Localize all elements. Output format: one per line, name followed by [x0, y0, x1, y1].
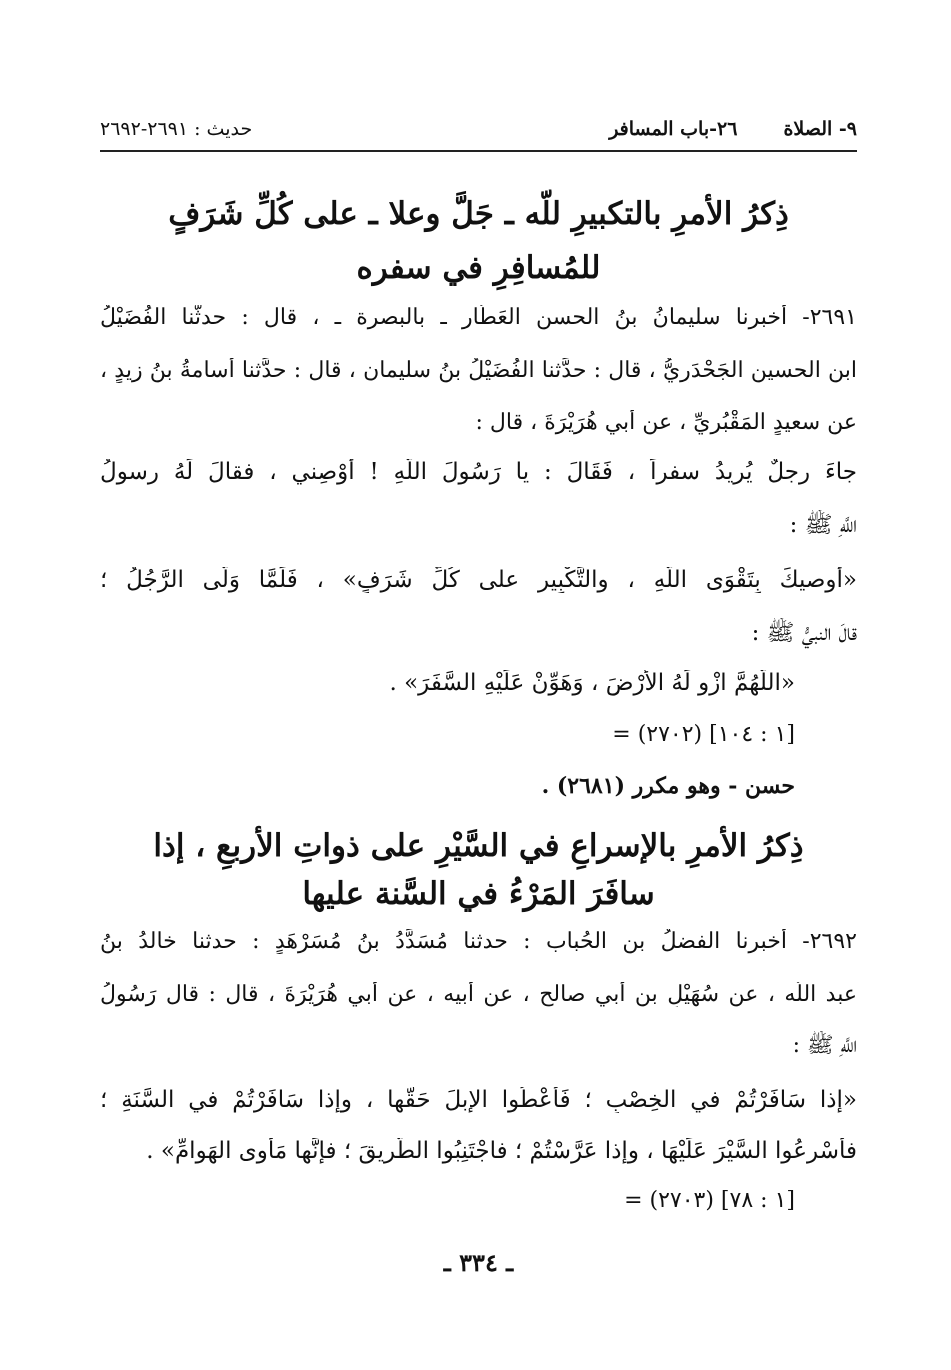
page-number: ـ ٣٣٤ ـ [443, 1248, 514, 1277]
hadith-2691-matn-line-4: قالَ النبيُّ ﷺ : [751, 620, 857, 646]
header-chapter-section [609, 118, 857, 140]
header-chapter: ٩- الصلاة [783, 118, 857, 140]
book-page [100, 0, 857, 1370]
header-divider [100, 150, 857, 152]
hadith-2692-isnad-line-3: اللَّهِ ﷺ : [792, 1033, 857, 1058]
hadith-2692-matn-line-1: «إذا سَافَرْتُمْ في الخِصْبِ ؛ فَأَعْطُوا الإبلَ حَقَّها ، وإذا سَافَرْتُمْ في السَّنَةِ ؛ [100, 1087, 857, 1113]
hadith-2691-grade: حسن - وهو مكرر (٢٦٨١) . [541, 773, 795, 799]
hadith-2692-isnad-line-1: ٢٦٩٢- أخبرنا الفضلُ بن الحُباب : حدثنا مُسَدَّدُ بنُ مُسَرْهَدٍ : حدثنا خالدُ بنُ [100, 929, 857, 954]
chapter-title-2-line-1: ذِكرُ الأمرِ بالإسراعِ في السَّيْرِ على ذواتِ الأربعِ ، إذا [153, 828, 804, 864]
running-header [100, 112, 857, 146]
hadith-2691-matn-line-2: اللَّهِ ﷺ : [789, 512, 857, 538]
hadith-2691-matn-line-1: جاءَ رجلٌ يُريدُ سفراً ، فَقَالَ : يا رَسُولَ اللَّهِ ! أَوْصِني ، فقالَ لَهُ رسولُ [100, 459, 857, 485]
hadith-2691-isnad-line-3: عن سعيدٍ المَقْبُرِيِّ ، عن أبي هُرَيْرَةَ ، قال : [475, 410, 857, 435]
hadith-2692-reference-text: = (٢٧٠٣) [١ : ٧٨] [624, 1188, 795, 1213]
chapter-title-1-line-2: للمُسافِرِ في سفره [356, 250, 601, 286]
hadith-2691-reference [100, 722, 795, 747]
hadith-2691-reference-text: = (٢٧٠٢) [١ : ١٠٤] [612, 722, 795, 747]
chapter-title-1-line-1: ذِكرُ الأمرِ بالتكبيرِ للّه ـ جَلَّ وعلا ـ على كُلِّ شَرَفٍ [168, 196, 789, 232]
header-hadith-range: حديث : ٢٦٩١-٢٦٩٢ [100, 118, 253, 140]
hadith-2691-matn-line-3: «أُوصيكَ بِتَقْوَى اللَّهِ ، والتَّكْبِيرِ على كُلِّ شَرَفٍ» ، فَلَمَّا وَلَّى الرَّجُلُ ؛ [100, 567, 857, 593]
hadith-2692-reference [100, 1188, 795, 1213]
chapter-title-2-line-2: سافَرَ المَرْءُ في السَّنة عليها [302, 876, 655, 912]
hadith-2691-matn-line-5: «اللَّهُمَّ ازْوِ لَهُ الأَرْضَ ، وَهَوِّنْ عَلَيْهِ السَّفَرَ» . [389, 670, 795, 696]
header-section: ٢٦-باب المسافر [609, 118, 738, 140]
hadith-2692-isnad-line-2: عبد اللَّه ، عن سُهَيْلِ بنِ أبي صالحٍ ، عن أبيه ، عن أبي هُرَيْرَةَ ، قال : قال رَسُولُ [100, 982, 857, 1007]
hadith-2691-isnad-line-2: ابن الحسينِ الجَحْدَرِيُّ ، قال : حدَّثنا الفُضَيْلُ بنُ سليمان ، قال : حدَّثنا أُسامةُ بنُ زيدٍ ، [100, 358, 857, 383]
hadith-2692-matn-line-2: فأَسْرِعُوا السَّيْرَ عَلَيْهَا ، وإذا عَرَّسْتُمْ ؛ فاجْتَنِبُوا الطَّرِيقَ ؛ فإِنَّها مَأْوى الهَوامِّ» . [146, 1138, 857, 1164]
hadith-2691-isnad-line-1: ٢٦٩١- أخبرنا سليمانُ بنُ الحسنِ العَطَّار ـ بالبصرة ـ ، قال : حدثَّنا الفُضَيْلُ [100, 305, 857, 330]
